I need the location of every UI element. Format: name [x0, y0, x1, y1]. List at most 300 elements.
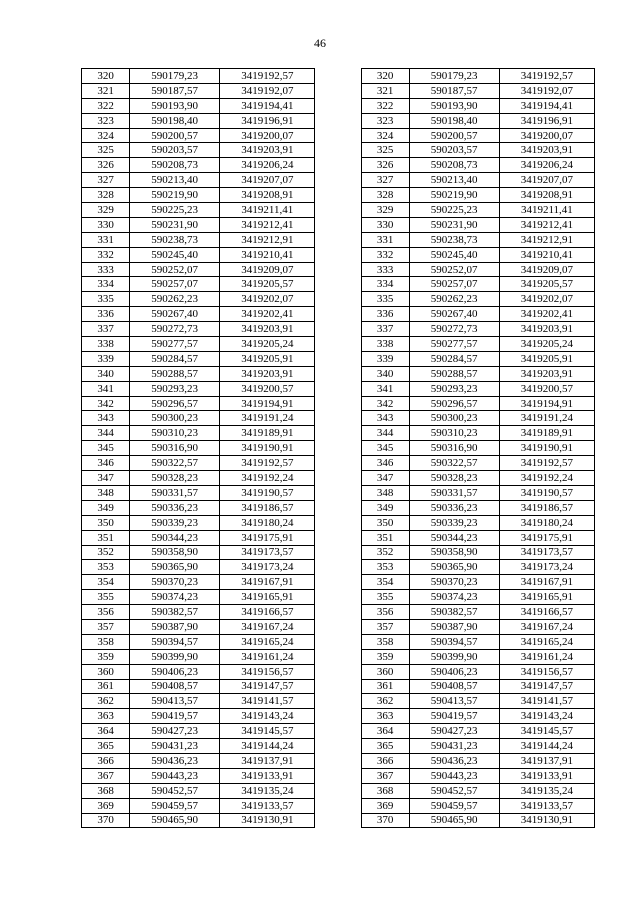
column-gap [315, 798, 361, 813]
left-y-coordinate-cell: 3419205,57 [220, 277, 315, 292]
right-point-number-cell: 345 [361, 441, 409, 456]
column-gap [315, 768, 361, 783]
left-y-coordinate-cell: 3419190,91 [220, 441, 315, 456]
right-point-number-cell: 360 [361, 664, 409, 679]
left-point-number-cell: 346 [82, 456, 130, 471]
left-y-coordinate-cell: 3419175,91 [220, 530, 315, 545]
right-x-coordinate-cell: 590427,23 [409, 724, 499, 739]
right-x-coordinate-cell: 590198,40 [409, 113, 499, 128]
column-gap [315, 69, 361, 84]
right-y-coordinate-cell: 3419133,57 [499, 798, 594, 813]
right-x-coordinate-cell: 590187,57 [409, 83, 499, 98]
column-gap [315, 83, 361, 98]
column-gap [315, 307, 361, 322]
column-gap [315, 724, 361, 739]
table-row [82, 158, 595, 173]
right-x-coordinate-cell: 590328,23 [409, 471, 499, 486]
left-x-coordinate-cell: 590225,23 [130, 203, 220, 218]
right-y-coordinate-cell: 3419190,91 [499, 441, 594, 456]
right-y-coordinate-cell: 3419135,24 [499, 783, 594, 798]
column-gap [315, 292, 361, 307]
left-point-number-cell: 350 [82, 515, 130, 530]
right-point-number-cell: 367 [361, 768, 409, 783]
right-y-coordinate-cell: 3419203,91 [499, 322, 594, 337]
right-x-coordinate-cell: 590408,57 [409, 679, 499, 694]
table-row [82, 485, 595, 500]
left-x-coordinate-cell: 590452,57 [130, 783, 220, 798]
right-y-coordinate-cell: 3419194,41 [499, 98, 594, 113]
right-point-number-cell: 342 [361, 396, 409, 411]
left-point-number-cell: 362 [82, 694, 130, 709]
left-x-coordinate-cell: 590419,57 [130, 709, 220, 724]
left-y-coordinate-cell: 3419200,07 [220, 128, 315, 143]
column-gap [315, 679, 361, 694]
right-x-coordinate-cell: 590413,57 [409, 694, 499, 709]
left-y-coordinate-cell: 3419203,91 [220, 322, 315, 337]
left-point-number-cell: 338 [82, 337, 130, 352]
left-y-coordinate-cell: 3419167,91 [220, 575, 315, 590]
left-point-number-cell: 344 [82, 426, 130, 441]
table-row [82, 649, 595, 664]
right-point-number-cell: 339 [361, 351, 409, 366]
right-y-coordinate-cell: 3419133,91 [499, 768, 594, 783]
column-gap [315, 232, 361, 247]
table-row [82, 560, 595, 575]
right-y-coordinate-cell: 3419205,57 [499, 277, 594, 292]
table-row [82, 188, 595, 203]
table-row [82, 500, 595, 515]
column-gap [315, 426, 361, 441]
column-gap [315, 337, 361, 352]
right-point-number-cell: 358 [361, 634, 409, 649]
column-gap [315, 590, 361, 605]
left-x-coordinate-cell: 590465,90 [130, 813, 220, 828]
left-x-coordinate-cell: 590245,40 [130, 247, 220, 262]
right-x-coordinate-cell: 590277,57 [409, 337, 499, 352]
left-y-coordinate-cell: 3419203,91 [220, 143, 315, 158]
left-y-coordinate-cell: 3419194,41 [220, 98, 315, 113]
right-y-coordinate-cell: 3419156,57 [499, 664, 594, 679]
table-row [82, 396, 595, 411]
column-gap [315, 500, 361, 515]
left-point-number-cell: 340 [82, 366, 130, 381]
column-gap [315, 113, 361, 128]
table-row [82, 217, 595, 232]
table-row [82, 351, 595, 366]
right-point-number-cell: 346 [361, 456, 409, 471]
right-point-number-cell: 341 [361, 381, 409, 396]
left-point-number-cell: 329 [82, 203, 130, 218]
left-point-number-cell: 366 [82, 753, 130, 768]
left-y-coordinate-cell: 3419156,57 [220, 664, 315, 679]
left-y-coordinate-cell: 3419206,24 [220, 158, 315, 173]
right-point-number-cell: 352 [361, 545, 409, 560]
left-point-number-cell: 367 [82, 768, 130, 783]
right-x-coordinate-cell: 590245,40 [409, 247, 499, 262]
right-y-coordinate-cell: 3419175,91 [499, 530, 594, 545]
table-row [82, 247, 595, 262]
left-x-coordinate-cell: 590336,23 [130, 500, 220, 515]
table-row [82, 739, 595, 754]
right-point-number-cell: 366 [361, 753, 409, 768]
table-row [82, 530, 595, 545]
column-gap [315, 515, 361, 530]
left-x-coordinate-cell: 590382,57 [130, 605, 220, 620]
left-y-coordinate-cell: 3419165,24 [220, 634, 315, 649]
left-point-number-cell: 352 [82, 545, 130, 560]
left-y-coordinate-cell: 3419211,41 [220, 203, 315, 218]
right-x-coordinate-cell: 590225,23 [409, 203, 499, 218]
right-y-coordinate-cell: 3419130,91 [499, 813, 594, 828]
left-y-coordinate-cell: 3419194,91 [220, 396, 315, 411]
left-y-coordinate-cell: 3419200,57 [220, 381, 315, 396]
right-point-number-cell: 338 [361, 337, 409, 352]
right-x-coordinate-cell: 590284,57 [409, 351, 499, 366]
right-y-coordinate-cell: 3419192,57 [499, 69, 594, 84]
column-gap [315, 575, 361, 590]
coordinates-table [81, 68, 595, 828]
left-y-coordinate-cell: 3419180,24 [220, 515, 315, 530]
left-point-number-cell: 323 [82, 113, 130, 128]
column-gap [315, 411, 361, 426]
column-gap [315, 262, 361, 277]
column-gap [315, 649, 361, 664]
right-y-coordinate-cell: 3419207,07 [499, 173, 594, 188]
right-y-coordinate-cell: 3419205,91 [499, 351, 594, 366]
table-row [82, 98, 595, 113]
right-point-number-cell: 324 [361, 128, 409, 143]
table-row [82, 664, 595, 679]
table-row [82, 203, 595, 218]
left-x-coordinate-cell: 590267,40 [130, 307, 220, 322]
left-x-coordinate-cell: 590339,23 [130, 515, 220, 530]
column-gap [315, 619, 361, 634]
table-row [82, 262, 595, 277]
right-x-coordinate-cell: 590399,90 [409, 649, 499, 664]
left-point-number-cell: 360 [82, 664, 130, 679]
left-x-coordinate-cell: 590179,23 [130, 69, 220, 84]
left-y-coordinate-cell: 3419167,24 [220, 619, 315, 634]
left-x-coordinate-cell: 590252,07 [130, 262, 220, 277]
right-point-number-cell: 322 [361, 98, 409, 113]
left-x-coordinate-cell: 590408,57 [130, 679, 220, 694]
right-y-coordinate-cell: 3419203,91 [499, 366, 594, 381]
table-row [82, 366, 595, 381]
left-y-coordinate-cell: 3419202,07 [220, 292, 315, 307]
right-y-coordinate-cell: 3419202,41 [499, 307, 594, 322]
right-y-coordinate-cell: 3419200,07 [499, 128, 594, 143]
left-x-coordinate-cell: 590399,90 [130, 649, 220, 664]
left-point-number-cell: 368 [82, 783, 130, 798]
table-row [82, 724, 595, 739]
left-y-coordinate-cell: 3419192,57 [220, 456, 315, 471]
column-gap [315, 351, 361, 366]
right-y-coordinate-cell: 3419212,41 [499, 217, 594, 232]
right-y-coordinate-cell: 3419161,24 [499, 649, 594, 664]
right-y-coordinate-cell: 3419212,91 [499, 232, 594, 247]
left-x-coordinate-cell: 590374,23 [130, 590, 220, 605]
table-row [82, 232, 595, 247]
left-y-coordinate-cell: 3419133,57 [220, 798, 315, 813]
column-gap [315, 813, 361, 828]
left-x-coordinate-cell: 590344,23 [130, 530, 220, 545]
right-y-coordinate-cell: 3419145,57 [499, 724, 594, 739]
left-y-coordinate-cell: 3419209,07 [220, 262, 315, 277]
left-y-coordinate-cell: 3419190,57 [220, 485, 315, 500]
column-gap [315, 530, 361, 545]
column-gap [315, 158, 361, 173]
left-point-number-cell: 322 [82, 98, 130, 113]
column-gap [315, 366, 361, 381]
table-row [82, 69, 595, 84]
right-point-number-cell: 332 [361, 247, 409, 262]
right-x-coordinate-cell: 590370,23 [409, 575, 499, 590]
right-point-number-cell: 329 [361, 203, 409, 218]
right-x-coordinate-cell: 590331,57 [409, 485, 499, 500]
left-point-number-cell: 320 [82, 69, 130, 84]
column-gap [315, 188, 361, 203]
left-point-number-cell: 370 [82, 813, 130, 828]
left-x-coordinate-cell: 590431,23 [130, 739, 220, 754]
right-point-number-cell: 350 [361, 515, 409, 530]
left-point-number-cell: 339 [82, 351, 130, 366]
left-y-coordinate-cell: 3419189,91 [220, 426, 315, 441]
left-y-coordinate-cell: 3419196,91 [220, 113, 315, 128]
right-point-number-cell: 337 [361, 322, 409, 337]
left-x-coordinate-cell: 590331,57 [130, 485, 220, 500]
left-y-coordinate-cell: 3419210,41 [220, 247, 315, 262]
left-point-number-cell: 354 [82, 575, 130, 590]
right-x-coordinate-cell: 590339,23 [409, 515, 499, 530]
right-x-coordinate-cell: 590208,73 [409, 158, 499, 173]
left-point-number-cell: 341 [82, 381, 130, 396]
right-y-coordinate-cell: 3419165,24 [499, 634, 594, 649]
right-point-number-cell: 328 [361, 188, 409, 203]
left-y-coordinate-cell: 3419173,57 [220, 545, 315, 560]
right-x-coordinate-cell: 590252,07 [409, 262, 499, 277]
right-x-coordinate-cell: 590293,23 [409, 381, 499, 396]
right-point-number-cell: 361 [361, 679, 409, 694]
table-row [82, 768, 595, 783]
right-point-number-cell: 351 [361, 530, 409, 545]
right-point-number-cell: 343 [361, 411, 409, 426]
right-point-number-cell: 370 [361, 813, 409, 828]
left-x-coordinate-cell: 590213,40 [130, 173, 220, 188]
left-x-coordinate-cell: 590296,57 [130, 396, 220, 411]
column-gap [315, 203, 361, 218]
right-point-number-cell: 348 [361, 485, 409, 500]
right-x-coordinate-cell: 590193,90 [409, 98, 499, 113]
left-point-number-cell: 353 [82, 560, 130, 575]
table-row [82, 575, 595, 590]
left-point-number-cell: 330 [82, 217, 130, 232]
right-x-coordinate-cell: 590406,23 [409, 664, 499, 679]
right-point-number-cell: 344 [361, 426, 409, 441]
left-y-coordinate-cell: 3419137,91 [220, 753, 315, 768]
left-x-coordinate-cell: 590293,23 [130, 381, 220, 396]
right-point-number-cell: 354 [361, 575, 409, 590]
left-point-number-cell: 337 [82, 322, 130, 337]
right-x-coordinate-cell: 590382,57 [409, 605, 499, 620]
right-y-coordinate-cell: 3419166,57 [499, 605, 594, 620]
table-row [82, 113, 595, 128]
right-point-number-cell: 330 [361, 217, 409, 232]
left-x-coordinate-cell: 590277,57 [130, 337, 220, 352]
left-y-coordinate-cell: 3419212,41 [220, 217, 315, 232]
column-gap [315, 143, 361, 158]
right-x-coordinate-cell: 590288,57 [409, 366, 499, 381]
left-x-coordinate-cell: 590436,23 [130, 753, 220, 768]
left-x-coordinate-cell: 590406,23 [130, 664, 220, 679]
table-row [82, 471, 595, 486]
table-row [82, 173, 595, 188]
right-y-coordinate-cell: 3419167,24 [499, 619, 594, 634]
left-y-coordinate-cell: 3419212,91 [220, 232, 315, 247]
right-point-number-cell: 369 [361, 798, 409, 813]
right-y-coordinate-cell: 3419191,24 [499, 411, 594, 426]
table-row [82, 441, 595, 456]
column-gap [315, 456, 361, 471]
column-gap [315, 471, 361, 486]
left-y-coordinate-cell: 3419147,57 [220, 679, 315, 694]
table-row [82, 605, 595, 620]
right-x-coordinate-cell: 590272,73 [409, 322, 499, 337]
right-x-coordinate-cell: 590365,90 [409, 560, 499, 575]
table-row [82, 619, 595, 634]
right-x-coordinate-cell: 590231,90 [409, 217, 499, 232]
right-y-coordinate-cell: 3419192,07 [499, 83, 594, 98]
table-row [82, 798, 595, 813]
right-x-coordinate-cell: 590358,90 [409, 545, 499, 560]
left-y-coordinate-cell: 3419166,57 [220, 605, 315, 620]
table-row [82, 426, 595, 441]
left-x-coordinate-cell: 590328,23 [130, 471, 220, 486]
right-y-coordinate-cell: 3419208,91 [499, 188, 594, 203]
column-gap [315, 396, 361, 411]
right-y-coordinate-cell: 3419194,91 [499, 396, 594, 411]
left-x-coordinate-cell: 590198,40 [130, 113, 220, 128]
table-row [82, 709, 595, 724]
left-point-number-cell: 349 [82, 500, 130, 515]
table-row [82, 381, 595, 396]
column-gap [315, 98, 361, 113]
left-point-number-cell: 328 [82, 188, 130, 203]
right-x-coordinate-cell: 590443,23 [409, 768, 499, 783]
right-point-number-cell: 347 [361, 471, 409, 486]
table-row [82, 411, 595, 426]
left-y-coordinate-cell: 3419192,57 [220, 69, 315, 84]
left-x-coordinate-cell: 590365,90 [130, 560, 220, 575]
column-gap [315, 441, 361, 456]
left-point-number-cell: 336 [82, 307, 130, 322]
left-x-coordinate-cell: 590193,90 [130, 98, 220, 113]
column-gap [315, 217, 361, 232]
right-y-coordinate-cell: 3419206,24 [499, 158, 594, 173]
coordinates-table-body [82, 69, 595, 828]
table-row [82, 590, 595, 605]
left-x-coordinate-cell: 590231,90 [130, 217, 220, 232]
left-y-coordinate-cell: 3419205,24 [220, 337, 315, 352]
right-y-coordinate-cell: 3419211,41 [499, 203, 594, 218]
right-point-number-cell: 356 [361, 605, 409, 620]
table-row [82, 545, 595, 560]
table-row [82, 813, 595, 828]
left-y-coordinate-cell: 3419192,24 [220, 471, 315, 486]
left-x-coordinate-cell: 590387,90 [130, 619, 220, 634]
left-point-number-cell: 332 [82, 247, 130, 262]
left-y-coordinate-cell: 3419145,57 [220, 724, 315, 739]
right-point-number-cell: 325 [361, 143, 409, 158]
left-x-coordinate-cell: 590370,23 [130, 575, 220, 590]
table-row [82, 679, 595, 694]
right-x-coordinate-cell: 590262,23 [409, 292, 499, 307]
column-gap [315, 381, 361, 396]
left-point-number-cell: 343 [82, 411, 130, 426]
right-x-coordinate-cell: 590387,90 [409, 619, 499, 634]
right-x-coordinate-cell: 590419,57 [409, 709, 499, 724]
column-gap [315, 128, 361, 143]
left-y-coordinate-cell: 3419165,91 [220, 590, 315, 605]
left-point-number-cell: 335 [82, 292, 130, 307]
left-point-number-cell: 331 [82, 232, 130, 247]
right-point-number-cell: 368 [361, 783, 409, 798]
right-x-coordinate-cell: 590179,23 [409, 69, 499, 84]
left-x-coordinate-cell: 590187,57 [130, 83, 220, 98]
left-x-coordinate-cell: 590200,57 [130, 128, 220, 143]
left-x-coordinate-cell: 590300,23 [130, 411, 220, 426]
right-x-coordinate-cell: 590200,57 [409, 128, 499, 143]
left-x-coordinate-cell: 590443,23 [130, 768, 220, 783]
right-y-coordinate-cell: 3419167,91 [499, 575, 594, 590]
left-point-number-cell: 342 [82, 396, 130, 411]
right-x-coordinate-cell: 590300,23 [409, 411, 499, 426]
left-x-coordinate-cell: 590272,73 [130, 322, 220, 337]
right-point-number-cell: 349 [361, 500, 409, 515]
right-y-coordinate-cell: 3419173,24 [499, 560, 594, 575]
right-y-coordinate-cell: 3419173,57 [499, 545, 594, 560]
left-y-coordinate-cell: 3419191,24 [220, 411, 315, 426]
left-x-coordinate-cell: 590238,73 [130, 232, 220, 247]
right-x-coordinate-cell: 590394,57 [409, 634, 499, 649]
right-point-number-cell: 353 [361, 560, 409, 575]
left-x-coordinate-cell: 590413,57 [130, 694, 220, 709]
column-gap [315, 545, 361, 560]
right-y-coordinate-cell: 3419190,57 [499, 485, 594, 500]
left-point-number-cell: 359 [82, 649, 130, 664]
left-y-coordinate-cell: 3419186,57 [220, 500, 315, 515]
left-point-number-cell: 361 [82, 679, 130, 694]
table-row [82, 277, 595, 292]
right-point-number-cell: 362 [361, 694, 409, 709]
right-x-coordinate-cell: 590322,57 [409, 456, 499, 471]
right-point-number-cell: 355 [361, 590, 409, 605]
right-x-coordinate-cell: 590316,90 [409, 441, 499, 456]
column-gap [315, 247, 361, 262]
right-point-number-cell: 363 [361, 709, 409, 724]
left-x-coordinate-cell: 590208,73 [130, 158, 220, 173]
right-y-coordinate-cell: 3419205,24 [499, 337, 594, 352]
right-y-coordinate-cell: 3419192,24 [499, 471, 594, 486]
right-y-coordinate-cell: 3419137,91 [499, 753, 594, 768]
left-y-coordinate-cell: 3419205,91 [220, 351, 315, 366]
left-point-number-cell: 334 [82, 277, 130, 292]
left-y-coordinate-cell: 3419143,24 [220, 709, 315, 724]
right-x-coordinate-cell: 590257,07 [409, 277, 499, 292]
right-x-coordinate-cell: 590431,23 [409, 739, 499, 754]
right-y-coordinate-cell: 3419189,91 [499, 426, 594, 441]
right-y-coordinate-cell: 3419144,24 [499, 739, 594, 754]
left-point-number-cell: 351 [82, 530, 130, 545]
